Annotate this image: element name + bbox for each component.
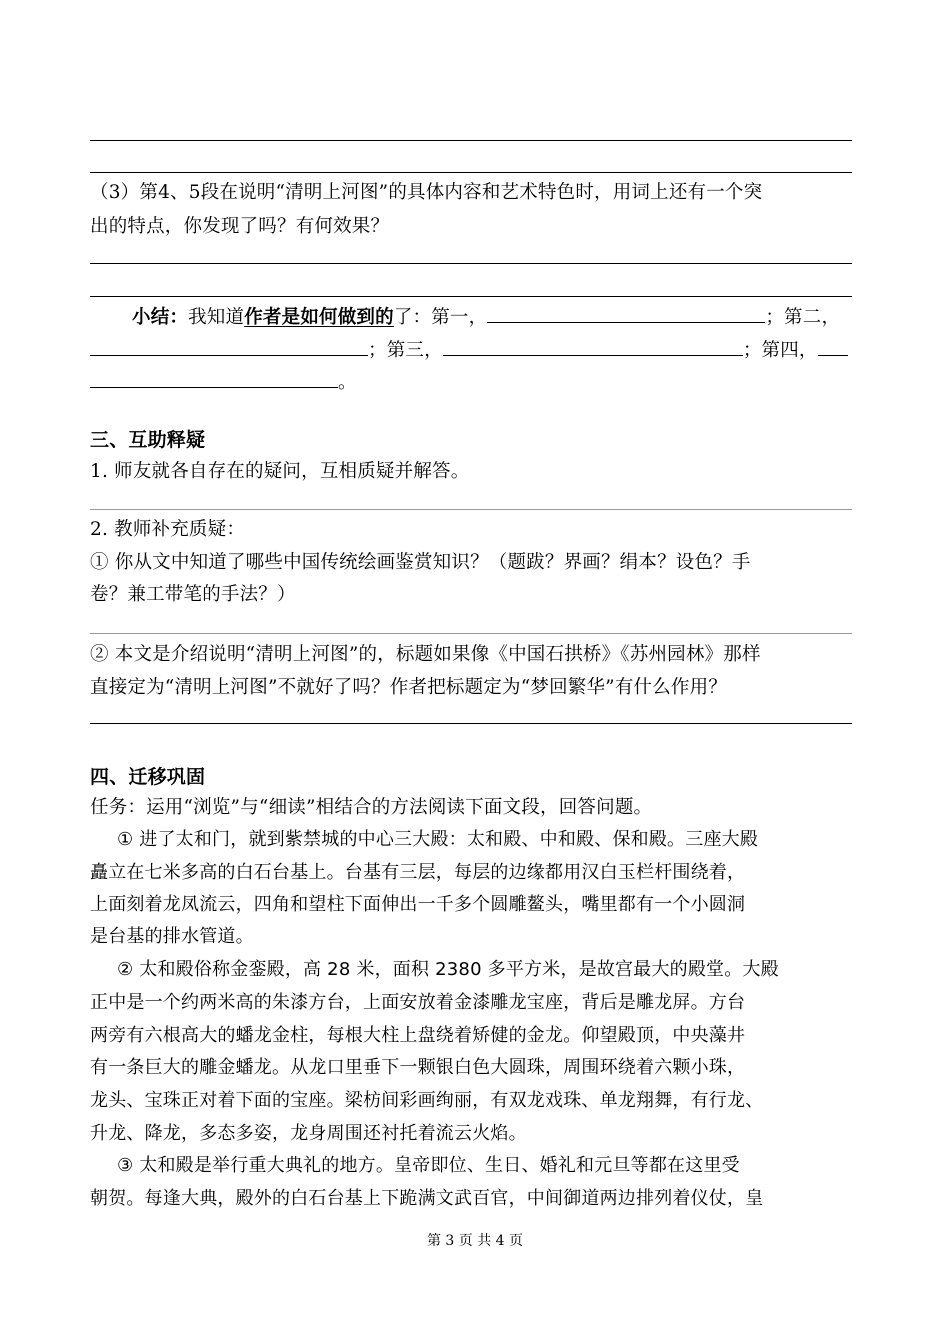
answer-line[interactable] xyxy=(90,140,852,141)
paragraph-1-line-1: ① 进了太和门，就到紫禁城的中心三大殿：太和殿、中和殿、保和殿。三座大殿 xyxy=(117,829,759,850)
summary-third: ；第三， xyxy=(368,340,443,361)
blank-second[interactable] xyxy=(90,337,368,356)
section-3-question-2-line-1: ② 本文是介绍说明“清明上河图”的，标题如果像《中国石拱桥》《苏州园林》那样 xyxy=(90,644,761,665)
blank-third[interactable] xyxy=(443,337,743,356)
answer-line[interactable] xyxy=(90,296,852,297)
paragraph-2-line-4: 有一条巨大的雕金蟠龙。从龙口里垂下一颗银白色大圆珠，周围环绕着六颗小珠， xyxy=(90,1057,746,1078)
section-3-question-1-line-2: 卷？兼工带笔的手法？） xyxy=(90,584,296,605)
summary-label: 小结： xyxy=(132,307,189,328)
paragraph-2-line-5: 龙头、宝珠正对着下面的宝座。梁枋间彩画绚丽，有双龙戏珠、单龙翔舞，有行龙、 xyxy=(90,1090,764,1111)
answer-line[interactable] xyxy=(90,172,852,173)
summary-line-1 xyxy=(132,303,840,333)
paragraph-3-line-1: ③ 太和殿是举行重大典礼的地方。皇帝即位、生日、婚礼和元旦等都在这里受 xyxy=(117,1155,740,1176)
answer-line[interactable] xyxy=(90,509,852,510)
paragraph-2-line-3: 两旁有六根高大的蟠龙金柱，每根大柱上盘绕着矫健的金龙。仰望殿顶，中央藻井 xyxy=(90,1025,746,1046)
answer-line[interactable] xyxy=(90,723,852,724)
paragraph-2-line-1: ② 太和殿俗称金銮殿，高 28 米，面积 2380 多平方米，是故宫最大的殿堂。大殿 xyxy=(117,959,779,980)
summary-second: ；第二， xyxy=(765,307,841,328)
section-4-title: 四、迁移巩固 xyxy=(90,766,206,788)
paragraph-2-line-2: 正中是一个约两米高的朱漆方台，上面安放着金漆雕龙宝座，背后是雕龙屏。方台 xyxy=(90,992,746,1013)
paragraph-1-line-3: 上面刻着龙凤流云，四角和望柱下面伸出一千多个圆雕鳌头，嘴里都有一个小圆洞 xyxy=(90,894,746,915)
blank-first[interactable] xyxy=(487,304,765,323)
section-3-question-1-line-1: ① 你从文中知道了哪些中国传统绘画鉴赏知识？（题跋？界画？绢本？设色？手 xyxy=(90,552,751,573)
summary-line-3 xyxy=(90,368,357,398)
page-footer: 第 3 页 共 4 页 xyxy=(426,1233,524,1249)
paragraph-1-line-4: 是台基的排水管道。 xyxy=(90,926,254,947)
question-3-line-2: 出的特点，你发现了吗？有何效果？ xyxy=(90,216,390,237)
section-3-item-2: 2. 教师补充质疑： xyxy=(90,519,246,540)
summary-fourth: ；第四， xyxy=(742,340,818,361)
paragraph-3-line-2: 朝贺。每逢大典，殿外的白石台基上下跪满文武百官，中间御道两边排列着仪仗，皇 xyxy=(90,1188,764,1209)
section-3-item-1: 1. 师友就各自存在的疑问，互相质疑并解答。 xyxy=(90,461,470,482)
summary-emphasis: 作者是如何做到的 xyxy=(244,307,394,328)
section-3-question-2-line-2: 直接定为“清明上河图”不就好了吗？作者把标题定为“梦回繁华”有什么作用？ xyxy=(90,677,728,698)
blank-fourth-start[interactable] xyxy=(818,337,848,356)
summary-line-2 xyxy=(90,336,848,366)
paragraph-1-line-2: 矗立在七米多高的白石台基上。台基有三层，每层的边缘都用汉白玉栏杆围绕着， xyxy=(90,862,746,883)
blank-fourth-end[interactable] xyxy=(90,369,338,388)
answer-line[interactable] xyxy=(90,263,852,264)
section-3-title: 三、互助释疑 xyxy=(90,429,206,451)
summary-first: 了：第一， xyxy=(393,307,488,328)
section-4-task: 任务：运用“浏览”与“细读”相结合的方法阅读下面文段，回答问题。 xyxy=(90,797,653,818)
answer-line[interactable] xyxy=(90,633,852,634)
paragraph-2-line-6: 升龙、降龙，多态多姿，龙身周围还衬托着流云火焰。 xyxy=(90,1123,527,1144)
summary-intro: 我知道 xyxy=(188,307,245,328)
summary-end: 。 xyxy=(338,372,357,393)
question-3-line-1: （3）第4、5段在说明“清明上河图”的具体内容和艺术特色时，用词上还有一个突 xyxy=(90,182,763,203)
